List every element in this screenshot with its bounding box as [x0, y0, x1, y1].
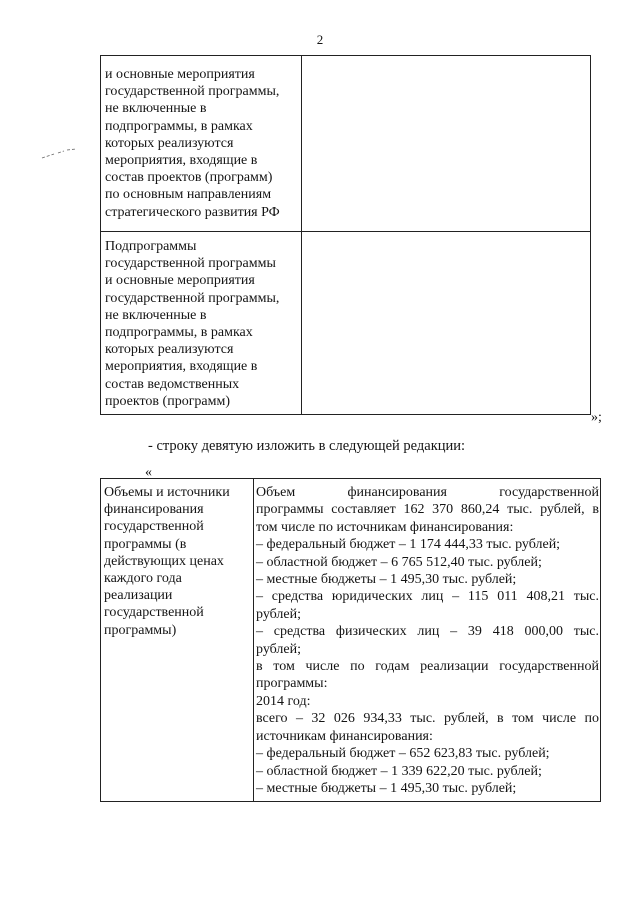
page-number: 2: [316, 32, 324, 47]
subprograms-table: [100, 55, 591, 415]
funding-line: – федеральный бюджет – 1 174 444,33 тыс. рублей;: [256, 537, 561, 553]
funding-details: [254, 479, 600, 797]
scan-artifact-mark: [40, 148, 78, 160]
closing-quote: »;: [591, 410, 602, 425]
funding-line: 2014 год:: [256, 693, 311, 709]
funding-line: – местные бюджеты – 1 495,30 тыс. рублей;: [256, 780, 517, 796]
cell-text: и основные мероприятия государственной программы, не включенные в подпрограммы, в рамках которых реализуются мероприятия, входящие в состав проектов (программ) по основным направлениям стратегического развития РФ: [105, 67, 280, 220]
funding-line: – федеральный бюджет – 652 623,83 тыс. рублей;: [256, 746, 550, 762]
funding-line: рублей;: [256, 606, 301, 622]
funding-line: – средства юридических лиц – 115 011 408,21 тыс.: [256, 589, 599, 605]
table-cell-value: [302, 56, 591, 232]
table-cell-label: [101, 479, 254, 802]
table-row: [101, 232, 591, 415]
cell-text: [302, 56, 590, 66]
opening-quote: «: [145, 465, 152, 480]
table-row: [101, 56, 591, 232]
funding-line: источникам финансирования:: [256, 728, 433, 744]
funding-line: всего – 32 026 934,33 тыс. рублей, в том числе по: [256, 711, 599, 727]
funding-line: – средства физических лиц – 39 418 000,00 тыс.: [256, 624, 599, 640]
funding-line: рублей;: [256, 641, 301, 657]
table-cell-label: [101, 232, 302, 415]
instruction-text: - строку девятую изложить в следующей редакции:: [148, 438, 466, 454]
funding-line: программы:: [256, 676, 328, 692]
funding-line: в том числе по годам реализации государственной: [256, 659, 599, 675]
funding-line: Объем финансирования государственной: [256, 485, 599, 500]
table-row: [101, 479, 601, 802]
funding-line: том числе по источникам финансирования:: [256, 519, 514, 535]
table-cell-value: [302, 232, 591, 415]
funding-label: Объемы и источники финансирования государственной программы (в действующих ценах каждого года реализации государственной программы): [104, 485, 230, 638]
table-cell-label: [101, 56, 302, 232]
cell-text: Подпрограммы государственной программы и основные мероприятия государственной программы, не включенные в подпрограммы, в рамках которых реализуются мероприятия, входящие в состав ведомственных проектов (программ): [105, 239, 280, 409]
funding-line: – местные бюджеты – 1 495,30 тыс. рублей;: [256, 572, 517, 588]
table-cell-value: [254, 479, 601, 802]
funding-line: программы составляет 162 370 860,24 тыс. рублей, в: [256, 502, 599, 518]
cell-text: [302, 232, 590, 238]
funding-table: [100, 478, 601, 802]
funding-line: – областной бюджет – 1 339 622,20 тыс. рублей;: [256, 763, 542, 779]
funding-line: – областной бюджет – 6 765 512,40 тыс. рублей;: [256, 554, 542, 570]
